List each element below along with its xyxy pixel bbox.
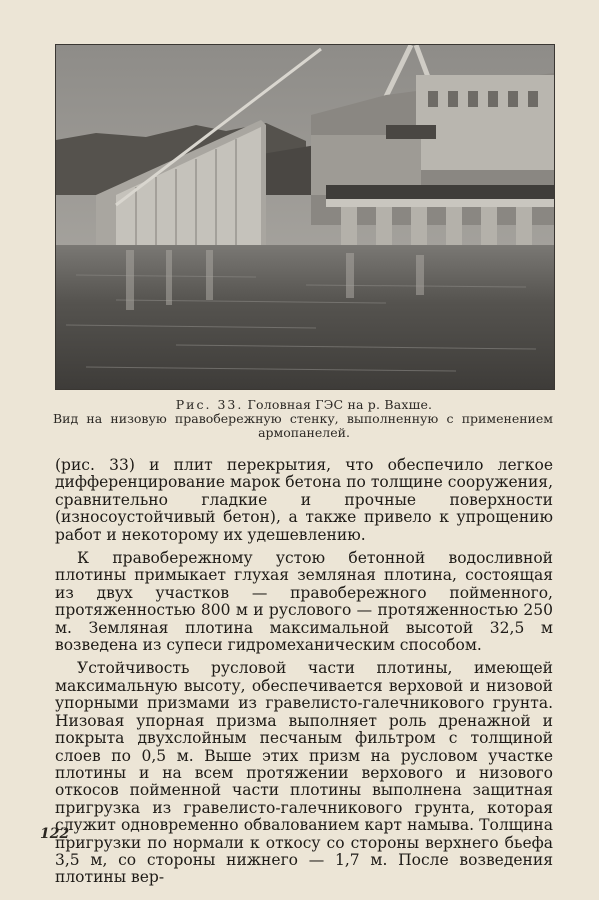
page-number: 122 <box>40 826 70 842</box>
figure-description: Вид на низовую правобережную стенку, выполненную с применением армопанелей. <box>53 411 553 440</box>
dam-photograph <box>55 44 555 390</box>
figure-caption <box>55 398 553 440</box>
figure-caption-title-line <box>55 398 553 412</box>
figure-label: Рис. 33. <box>175 397 244 412</box>
body-text <box>55 457 553 893</box>
figure-title: Головная ГЭС на р. Вахше. <box>247 397 433 412</box>
dam-photo-image <box>56 45 554 389</box>
paragraph-3: Устойчивость русловой части плотины, имеющей максимальную высоту, обеспечивается верховой и низовой упорными призмами из гравелисто-галечникового грунта. Низовая упорная призма выполняет роль дренажной и покрыта двухслойным песчаным фильтром с толщиной слоев по 0,5 м. Выше этих призм на русловом участке плотины и на всем протяжении верхового и низового откосов пойменной части плотины выполнена защитная пригрузка из гравелисто-галечникового грунта, которая служит одновременно обвалованием карт намыва. Толщина пригрузки по нормали к откосу со стороны верхнего бьефа 3,5 м, со стороны нижнего — 1,7 м. После возведения плотины вер- <box>55 659 553 887</box>
paragraph-1: (рис. 33) и плит перекрытия, что обеспечило легкое дифференцирование марок бетона по толщине сооружения, сравнительно гладкие и прочные поверхности (износоустойчивый бетон), а также привело к упрощению работ и некоторому их удешевлению. <box>55 456 553 544</box>
paragraph-2: К правобережному устою бетонной водосливной плотины примыкает глухая земляная плотина, состоящая из двух участков — правобережного пойменного, протяженностью 800 м и руслового — протяженностью 250 м. Земляная плотина максимальной высотой 32,5 м возведена из супеси гидромеханическим способом. <box>55 549 553 655</box>
